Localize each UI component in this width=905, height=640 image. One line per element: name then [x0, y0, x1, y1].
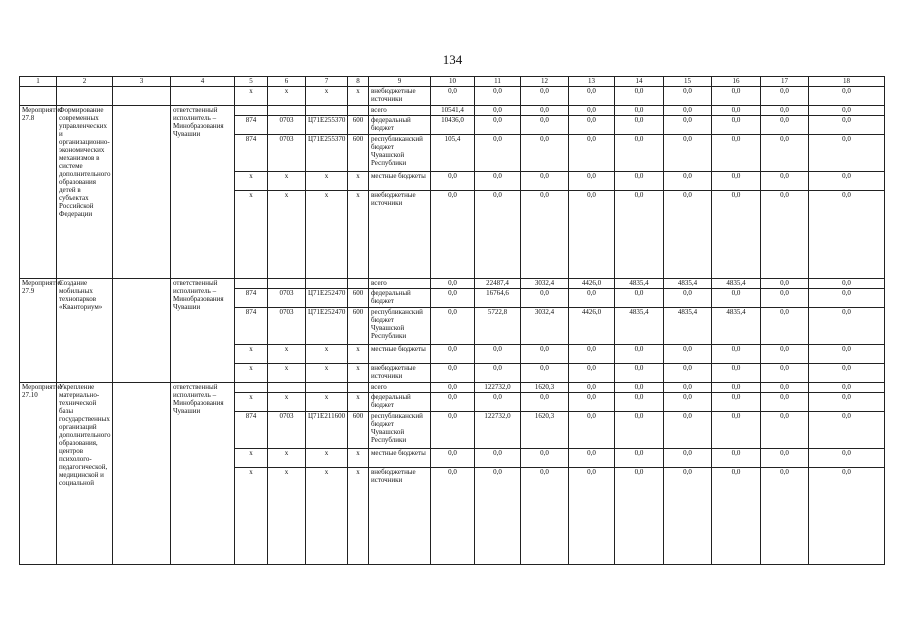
- cell-value: 0,0: [615, 412, 664, 449]
- cell-section: 0703: [268, 308, 306, 345]
- cell-section: 0703: [268, 412, 306, 449]
- cell-value: 0,0: [712, 116, 761, 135]
- cell-kbk: x: [235, 449, 268, 468]
- cell-expense-type: 600: [348, 412, 369, 449]
- column-number: 18: [809, 77, 885, 87]
- cell-expense-type: 600: [348, 308, 369, 345]
- cell-value: 4835,4: [712, 308, 761, 345]
- cell-value: 0,0: [569, 345, 615, 364]
- cell-source: федеральный бюджет: [369, 116, 431, 135]
- cell-value: 4426,0: [569, 308, 615, 345]
- table-row: [20, 383, 885, 393]
- cell-value: 0,0: [809, 135, 885, 172]
- cell-expense-type: [348, 279, 369, 289]
- cell-value: 0,0: [712, 106, 761, 116]
- cell-value: 0,0: [569, 116, 615, 135]
- activity-empty: [113, 383, 171, 565]
- cell-expense-type: x: [348, 468, 369, 565]
- cell-value: 0,0: [712, 191, 761, 279]
- cell-value: 0,0: [809, 191, 885, 279]
- cell-value: 3032,4: [521, 308, 569, 345]
- cell-value: 0,0: [809, 468, 885, 565]
- cell-kbk: 874: [235, 116, 268, 135]
- cell-value: 0,0: [431, 449, 475, 468]
- cell-source: всего: [369, 383, 431, 393]
- activity-name: Укрепление материально-технической базы государственных организаций дополнительного образования, центров психолого-педагогической, медицинской и социальной: [57, 383, 113, 565]
- activity-name: Создание мобильных технопарков «Кванториум»: [57, 279, 113, 383]
- column-number: 1: [20, 77, 57, 87]
- cell-value: 0,0: [712, 449, 761, 468]
- cell-value: 0,0: [761, 289, 809, 308]
- cell-value: 0,0: [809, 449, 885, 468]
- cell-target: Ц71Е252470: [306, 308, 348, 345]
- column-number: 13: [569, 77, 615, 87]
- header-row: [20, 77, 885, 87]
- cell-kbk: 874: [235, 289, 268, 308]
- cell-value: 0,0: [761, 383, 809, 393]
- cell-target: Ц71Е252470: [306, 289, 348, 308]
- cell-section: x: [268, 191, 306, 279]
- cell-value: 0,0: [809, 364, 885, 383]
- cell-value: 5722,8: [475, 308, 521, 345]
- cell-value: 0,0: [569, 449, 615, 468]
- cell-value: 0,0: [761, 191, 809, 279]
- cell-value: 0,0: [761, 393, 809, 412]
- table-row: [20, 106, 885, 116]
- cell-kbk: x: [235, 172, 268, 191]
- cell-value: 0,0: [712, 393, 761, 412]
- cell-source: внебюджетные источники: [369, 468, 431, 565]
- cell-value: 0,0: [809, 172, 885, 191]
- activity-label: Мероприятие 27.9: [20, 279, 57, 383]
- cell-target: [306, 279, 348, 289]
- cell-kbk: x: [235, 468, 268, 565]
- cell-value: 0,0: [615, 393, 664, 412]
- cell-value: 0,0: [761, 135, 809, 172]
- cell-value: 0,0: [664, 412, 712, 449]
- cell-value: 10436,0: [431, 116, 475, 135]
- cell-value: 0,0: [761, 172, 809, 191]
- cell-value: 0,0: [475, 191, 521, 279]
- cell-value: 3032,4: [521, 279, 569, 289]
- cell-value: 0,0: [664, 449, 712, 468]
- cell-value: 0,0: [615, 364, 664, 383]
- cell-value: 0,0: [521, 135, 569, 172]
- column-number: 10: [431, 77, 475, 87]
- cell-expense-type: [348, 106, 369, 116]
- cell-value: 0,0: [615, 87, 664, 106]
- cell-value: 0,0: [431, 345, 475, 364]
- cell-section: x: [268, 364, 306, 383]
- activity-executor: ответственный исполнитель – Минобразования Чувашии: [171, 106, 235, 279]
- cell-value: 0,0: [761, 345, 809, 364]
- empty-cell: [171, 87, 235, 106]
- cell-source: местные бюджеты: [369, 345, 431, 364]
- cell-value: 0,0: [809, 345, 885, 364]
- cell-value: 0,0: [712, 468, 761, 565]
- cell-expense-type: x: [348, 345, 369, 364]
- cell-value: 10541,4: [431, 106, 475, 116]
- cell-value: 0,0: [475, 364, 521, 383]
- cell-source: внебюджетные источники: [369, 364, 431, 383]
- column-number: 2: [57, 77, 113, 87]
- activity-executor: ответственный исполнитель – Минобразования Чувашии: [171, 383, 235, 565]
- cell-value: 0,0: [664, 393, 712, 412]
- cell-target: x: [306, 87, 348, 106]
- cell-kbk: 874: [235, 412, 268, 449]
- cell-value: 1620,3: [521, 383, 569, 393]
- cell-value: 22487,4: [475, 279, 521, 289]
- cell-target: [306, 106, 348, 116]
- cell-value: 0,0: [761, 279, 809, 289]
- column-number: 11: [475, 77, 521, 87]
- cell-target: x: [306, 468, 348, 565]
- empty-cell: [57, 87, 113, 106]
- cell-value: 0,0: [664, 87, 712, 106]
- cell-kbk: x: [235, 345, 268, 364]
- cell-target: x: [306, 345, 348, 364]
- page-number: 134: [442, 52, 463, 67]
- cell-source: федеральный бюджет: [369, 393, 431, 412]
- cell-kbk: x: [235, 393, 268, 412]
- cell-value: 0,0: [475, 106, 521, 116]
- cell-value: 0,0: [712, 345, 761, 364]
- cell-value: 0,0: [712, 289, 761, 308]
- cell-target: x: [306, 364, 348, 383]
- cell-value: 122732,0: [475, 412, 521, 449]
- cell-value: 0,0: [431, 87, 475, 106]
- cell-value: 0,0: [431, 364, 475, 383]
- cell-value: 0,0: [521, 449, 569, 468]
- cell-value: 4835,4: [615, 279, 664, 289]
- column-number: 16: [712, 77, 761, 87]
- cell-value: 0,0: [761, 364, 809, 383]
- cell-value: 0,0: [569, 393, 615, 412]
- cell-source: местные бюджеты: [369, 449, 431, 468]
- cell-target: x: [306, 172, 348, 191]
- cell-value: 0,0: [664, 172, 712, 191]
- cell-source: внебюджетные источники: [369, 191, 431, 279]
- cell-expense-type: x: [348, 191, 369, 279]
- column-number: 14: [615, 77, 664, 87]
- cell-value: 4835,4: [664, 279, 712, 289]
- cell-value: 0,0: [521, 116, 569, 135]
- cell-kbk: x: [235, 191, 268, 279]
- cell-source: республиканский бюджет Чувашской Республики: [369, 412, 431, 449]
- cell-value: 0,0: [521, 289, 569, 308]
- cell-source: федеральный бюджет: [369, 289, 431, 308]
- cell-value: 0,0: [431, 308, 475, 345]
- cell-value: 0,0: [809, 383, 885, 393]
- cell-value: 0,0: [475, 87, 521, 106]
- cell-value: 0,0: [664, 345, 712, 364]
- cell-value: 0,0: [475, 449, 521, 468]
- column-number: 9: [369, 77, 431, 87]
- cell-expense-type: x: [348, 87, 369, 106]
- cell-value: 0,0: [475, 468, 521, 565]
- cell-expense-type: x: [348, 364, 369, 383]
- activity-empty: [113, 279, 171, 383]
- cell-value: 0,0: [615, 289, 664, 308]
- cell-value: 0,0: [809, 412, 885, 449]
- cell-value: 0,0: [809, 87, 885, 106]
- cell-value: 0,0: [431, 191, 475, 279]
- column-number: 3: [113, 77, 171, 87]
- cell-value: 0,0: [521, 345, 569, 364]
- cell-section: x: [268, 345, 306, 364]
- cell-value: 4835,4: [615, 308, 664, 345]
- cell-value: 0,0: [761, 106, 809, 116]
- cell-value: 0,0: [809, 289, 885, 308]
- cell-value: 0,0: [761, 449, 809, 468]
- cell-value: 0,0: [431, 383, 475, 393]
- cell-value: 0,0: [664, 383, 712, 393]
- column-number: 4: [171, 77, 235, 87]
- cell-value: 0,0: [521, 87, 569, 106]
- cell-source: всего: [369, 279, 431, 289]
- cell-kbk: 874: [235, 308, 268, 345]
- cell-section: x: [268, 468, 306, 565]
- column-number: 6: [268, 77, 306, 87]
- cell-target: Ц71Е255370: [306, 116, 348, 135]
- cell-value: 0,0: [521, 172, 569, 191]
- cell-value: 0,0: [569, 191, 615, 279]
- cell-kbk: 874: [235, 135, 268, 172]
- cell-value: 0,0: [761, 308, 809, 345]
- cell-kbk: [235, 106, 268, 116]
- cell-value: 0,0: [569, 412, 615, 449]
- cell-value: 0,0: [615, 172, 664, 191]
- cell-value: 0,0: [569, 468, 615, 565]
- cell-value: 1620,3: [521, 412, 569, 449]
- table-row: [20, 279, 885, 289]
- table-row: [20, 87, 885, 106]
- cell-value: 0,0: [569, 87, 615, 106]
- cell-section: [268, 106, 306, 116]
- cell-value: 105,4: [431, 135, 475, 172]
- cell-kbk: [235, 383, 268, 393]
- activity-empty: [113, 106, 171, 279]
- cell-expense-type: 600: [348, 116, 369, 135]
- cell-value: 0,0: [712, 135, 761, 172]
- activity-executor: ответственный исполнитель – Минобразования Чувашии: [171, 279, 235, 383]
- cell-kbk: x: [235, 87, 268, 106]
- cell-value: 0,0: [569, 135, 615, 172]
- cell-value: 16764,6: [475, 289, 521, 308]
- cell-value: 0,0: [809, 308, 885, 345]
- cell-section: [268, 279, 306, 289]
- cell-value: 0,0: [664, 135, 712, 172]
- cell-value: 0,0: [521, 468, 569, 565]
- cell-target: [306, 383, 348, 393]
- cell-value: 0,0: [475, 172, 521, 191]
- cell-value: 0,0: [431, 412, 475, 449]
- cell-value: 0,0: [569, 383, 615, 393]
- cell-value: 0,0: [712, 172, 761, 191]
- cell-value: 0,0: [431, 393, 475, 412]
- budget-table: [19, 76, 885, 565]
- cell-value: 0,0: [431, 279, 475, 289]
- empty-cell: [20, 87, 57, 106]
- cell-value: 0,0: [664, 106, 712, 116]
- cell-value: 0,0: [809, 116, 885, 135]
- cell-expense-type: [348, 383, 369, 393]
- column-number: 7: [306, 77, 348, 87]
- cell-value: 0,0: [521, 106, 569, 116]
- cell-value: 0,0: [761, 87, 809, 106]
- cell-expense-type: x: [348, 172, 369, 191]
- cell-value: 122732,0: [475, 383, 521, 393]
- cell-kbk: [235, 279, 268, 289]
- cell-value: 0,0: [615, 106, 664, 116]
- cell-value: 0,0: [615, 135, 664, 172]
- cell-value: 0,0: [712, 87, 761, 106]
- cell-value: 0,0: [569, 364, 615, 383]
- column-number: 17: [761, 77, 809, 87]
- cell-value: 0,0: [809, 106, 885, 116]
- cell-section: 0703: [268, 116, 306, 135]
- cell-value: 0,0: [664, 116, 712, 135]
- cell-value: 0,0: [569, 106, 615, 116]
- cell-value: 0,0: [475, 345, 521, 364]
- cell-target: x: [306, 449, 348, 468]
- cell-expense-type: 600: [348, 135, 369, 172]
- column-number: 12: [521, 77, 569, 87]
- cell-value: 0,0: [569, 172, 615, 191]
- cell-value: 0,0: [475, 116, 521, 135]
- cell-value: 0,0: [431, 172, 475, 191]
- cell-value: 0,0: [761, 116, 809, 135]
- cell-section: x: [268, 449, 306, 468]
- cell-value: 4835,4: [712, 279, 761, 289]
- cell-value: 0,0: [664, 191, 712, 279]
- cell-expense-type: x: [348, 449, 369, 468]
- cell-value: 0,0: [664, 468, 712, 565]
- cell-section: 0703: [268, 289, 306, 308]
- cell-value: 0,0: [615, 345, 664, 364]
- cell-value: 0,0: [809, 393, 885, 412]
- cell-section: 0703: [268, 135, 306, 172]
- cell-section: [268, 383, 306, 393]
- cell-source: республиканский бюджет Чувашской Республики: [369, 308, 431, 345]
- column-number: 8: [348, 77, 369, 87]
- cell-source: всего: [369, 106, 431, 116]
- cell-source: республиканский бюджет Чувашской Республики: [369, 135, 431, 172]
- column-number: 5: [235, 77, 268, 87]
- cell-value: 0,0: [615, 191, 664, 279]
- cell-value: 0,0: [712, 383, 761, 393]
- empty-cell: [113, 87, 171, 106]
- cell-value: 0,0: [521, 191, 569, 279]
- cell-value: 0,0: [475, 393, 521, 412]
- cell-value: 0,0: [475, 135, 521, 172]
- cell-section: x: [268, 87, 306, 106]
- cell-kbk: x: [235, 364, 268, 383]
- cell-value: 0,0: [809, 279, 885, 289]
- cell-value: 0,0: [664, 289, 712, 308]
- cell-target: Ц71Е211600: [306, 412, 348, 449]
- cell-source: внебюджетные источники: [369, 87, 431, 106]
- cell-value: 0,0: [521, 364, 569, 383]
- cell-value: 0,0: [761, 468, 809, 565]
- column-number: 15: [664, 77, 712, 87]
- cell-value: 0,0: [569, 289, 615, 308]
- cell-value: 0,0: [712, 412, 761, 449]
- cell-source: местные бюджеты: [369, 172, 431, 191]
- cell-value: 0,0: [431, 289, 475, 308]
- cell-value: 4835,4: [664, 308, 712, 345]
- cell-value: 0,0: [521, 393, 569, 412]
- cell-value: 0,0: [615, 383, 664, 393]
- cell-value: 0,0: [761, 412, 809, 449]
- cell-expense-type: 600: [348, 289, 369, 308]
- cell-value: 0,0: [431, 468, 475, 565]
- cell-section: x: [268, 393, 306, 412]
- cell-target: x: [306, 191, 348, 279]
- cell-value: 0,0: [712, 364, 761, 383]
- cell-target: x: [306, 393, 348, 412]
- activity-label: Мероприятие 27.8: [20, 106, 57, 279]
- cell-target: Ц71Е255370: [306, 135, 348, 172]
- cell-value: 0,0: [615, 116, 664, 135]
- cell-value: 0,0: [664, 364, 712, 383]
- cell-expense-type: x: [348, 393, 369, 412]
- activity-name: Формирование современных управленческих и организационно-экономических механизмов в системе дополнительного образования детей в субъектах Российской Федерации: [57, 106, 113, 279]
- activity-label: Мероприятие 27.10: [20, 383, 57, 565]
- cell-section: x: [268, 172, 306, 191]
- cell-value: 4426,0: [569, 279, 615, 289]
- cell-value: 0,0: [615, 468, 664, 565]
- cell-value: 0,0: [615, 449, 664, 468]
